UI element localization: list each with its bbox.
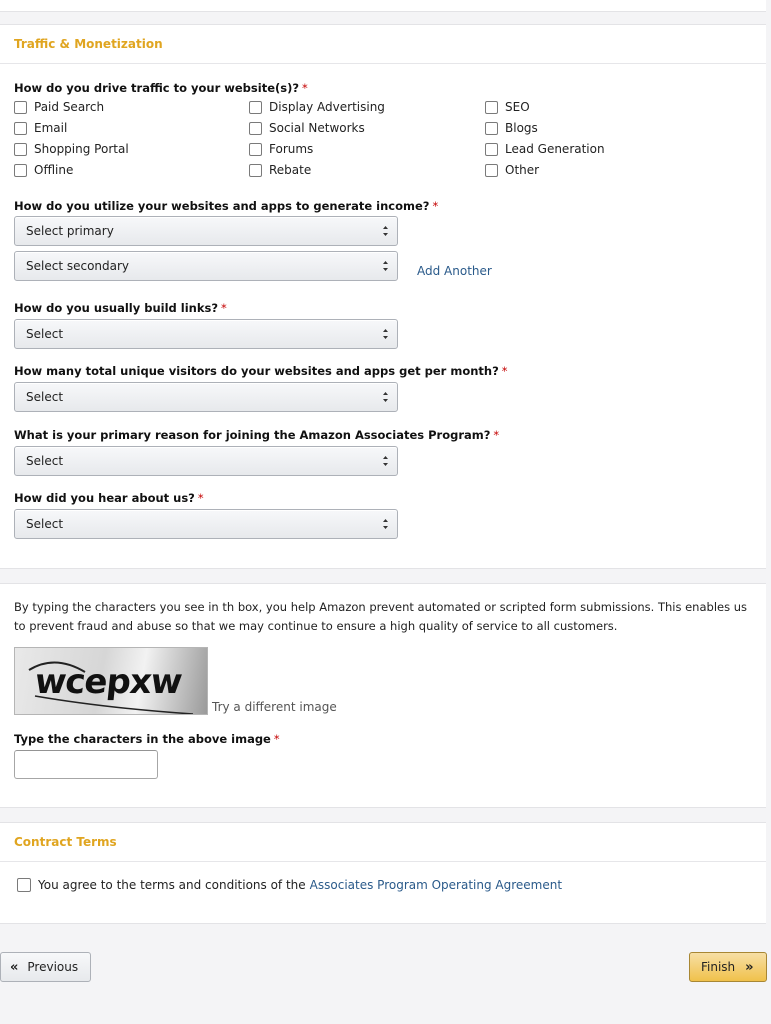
- income-question-label: How do you utilize your websites and apps to generate income? *: [14, 199, 439, 213]
- reason-question-label: What is your primary reason for joining the Amazon Associates Program? *: [14, 428, 500, 442]
- required-mark: *: [221, 301, 227, 315]
- checkbox-box[interactable]: [14, 122, 27, 135]
- required-mark: *: [302, 81, 308, 95]
- select-arrows-icon: [382, 222, 389, 240]
- links-question-label: How do you usually build links? *: [14, 301, 227, 315]
- checkbox-forums[interactable]: Forums: [249, 141, 313, 157]
- checkbox-offline[interactable]: Offline: [14, 162, 73, 178]
- checkbox-display-advertising[interactable]: Display Advertising: [249, 99, 385, 115]
- checkbox-box[interactable]: [249, 122, 262, 135]
- visitors-select[interactable]: Select: [14, 382, 398, 412]
- checkbox-box[interactable]: [14, 101, 27, 114]
- required-mark: *: [273, 732, 280, 746]
- traffic-question-label: How do you drive traffic to your website(s)? *: [14, 81, 308, 95]
- checkbox-box[interactable]: [14, 143, 27, 156]
- checkbox-rebate[interactable]: Rebate: [249, 162, 311, 178]
- section-divider: [0, 63, 766, 64]
- checkbox-lead-generation[interactable]: Lead Generation: [485, 141, 605, 157]
- checkbox-box[interactable]: [14, 164, 27, 177]
- captcha-input-label: Type the characters in the above image *: [14, 732, 280, 746]
- checkbox-box[interactable]: [249, 101, 262, 114]
- select-arrows-icon: [382, 325, 389, 343]
- captcha-card: [0, 583, 766, 808]
- section-title-traffic: Traffic & Monetization: [14, 37, 163, 51]
- checkbox-paid-search[interactable]: Paid Search: [14, 99, 104, 115]
- agree-terms-checkbox-row[interactable]: [17, 877, 562, 893]
- hear-select[interactable]: Select: [14, 509, 398, 539]
- captcha-text: wcepxw: [32, 662, 184, 702]
- checkbox-box[interactable]: [249, 143, 262, 156]
- checkbox-box[interactable]: [485, 101, 498, 114]
- double-chevron-right-icon: »: [745, 959, 754, 975]
- agree-terms-text: You agree to the terms and conditions of the: [38, 878, 306, 892]
- income-primary-select[interactable]: Select primary: [14, 216, 398, 246]
- links-select[interactable]: Select: [14, 319, 398, 349]
- captcha-input[interactable]: [14, 750, 158, 779]
- required-mark: *: [197, 491, 204, 505]
- contract-terms-card: [0, 822, 766, 924]
- checkbox-social-networks[interactable]: Social Networks: [249, 120, 365, 136]
- income-secondary-select[interactable]: Select secondary: [14, 251, 398, 281]
- select-arrows-icon: [382, 515, 389, 533]
- checkbox-blogs[interactable]: Blogs: [485, 120, 538, 136]
- required-mark: *: [432, 199, 439, 213]
- checkbox-email[interactable]: Email: [14, 120, 67, 136]
- checkbox-box[interactable]: [485, 143, 498, 156]
- select-arrows-icon: [382, 452, 389, 470]
- select-arrows-icon: [382, 388, 389, 406]
- finish-button[interactable]: Finish »: [689, 952, 767, 982]
- agree-terms-checkbox[interactable]: [17, 878, 31, 892]
- checkbox-box[interactable]: [249, 164, 262, 177]
- section-divider: [0, 861, 766, 862]
- top-card-edge: [0, 0, 766, 12]
- traffic-monetization-card: [0, 24, 766, 569]
- select-arrows-icon: [382, 257, 389, 275]
- operating-agreement-link[interactable]: Associates Program Operating Agreement: [309, 878, 563, 892]
- required-mark: *: [501, 364, 508, 378]
- checkbox-box[interactable]: [485, 164, 498, 177]
- captcha-image: [14, 647, 208, 715]
- checkbox-box[interactable]: [485, 122, 498, 135]
- section-title-contract: Contract Terms: [14, 835, 117, 849]
- checkbox-other[interactable]: Other: [485, 162, 539, 178]
- visitors-question-label: How many total unique visitors do your websites and apps get per month? *: [14, 364, 508, 378]
- reason-select[interactable]: Select: [14, 446, 398, 476]
- required-mark: *: [493, 428, 500, 442]
- checkbox-seo[interactable]: SEO: [485, 99, 530, 115]
- checkbox-shopping-portal[interactable]: Shopping Portal: [14, 141, 129, 157]
- hear-question-label: How did you hear about us? *: [14, 491, 204, 505]
- try-different-image-link[interactable]: Try a different image: [212, 700, 337, 714]
- add-another-link[interactable]: Add Another: [417, 264, 492, 278]
- captcha-description: By typing the characters you see in th box, you help Amazon prevent automated or scripted form submissions. This enables us to prevent fraud and abuse so that we may continue to ensure a high quality of service to all customers.: [14, 600, 748, 633]
- previous-button[interactable]: « Previous: [0, 952, 91, 982]
- double-chevron-left-icon: «: [10, 959, 19, 975]
